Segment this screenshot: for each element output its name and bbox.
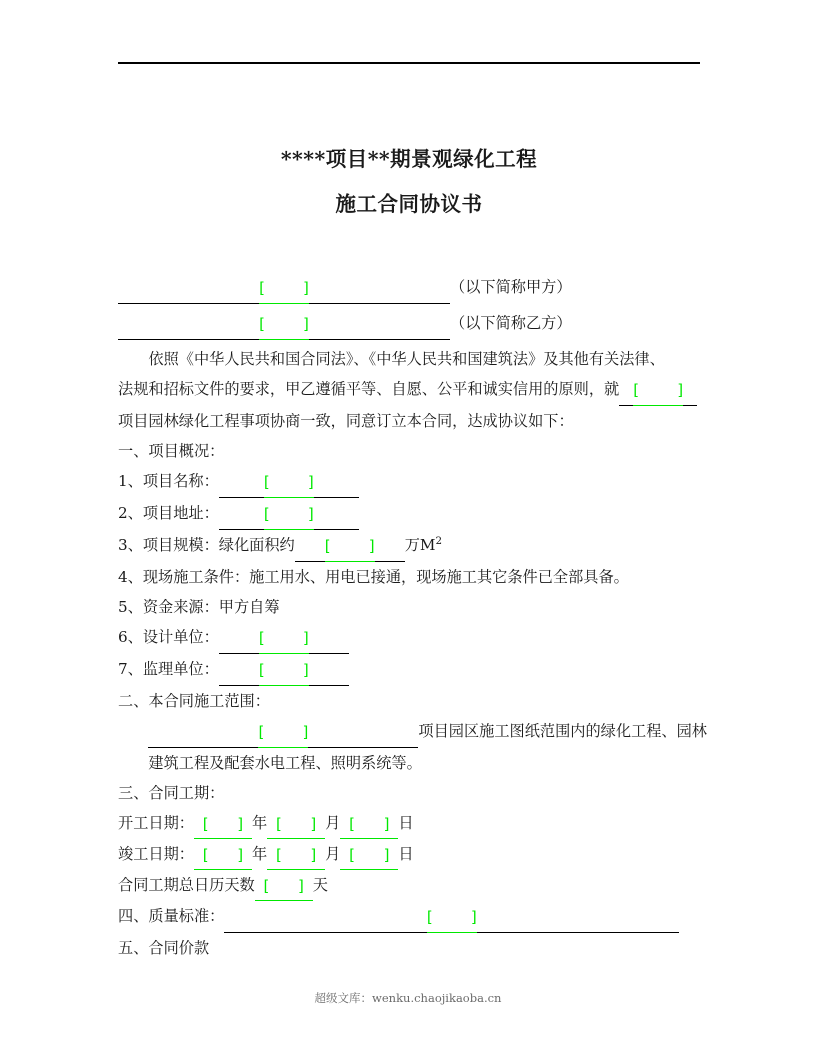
finish-date-year-unit: 年 — [251, 844, 268, 863]
section-1-item-6 — [118, 622, 700, 654]
preamble-project-blank[interactable] — [619, 374, 697, 406]
total-days-blank[interactable] — [255, 870, 313, 901]
preamble-line2-text: 法规和招标文件的要求，甲乙遵循平等、自愿、公平和诚实信用的原则，就 — [118, 379, 620, 398]
project-scale-unit-text: 万M — [404, 535, 436, 554]
finish-date-day-unit: 日 — [398, 844, 414, 863]
section-5-heading: 五、合同价款 — [118, 938, 210, 957]
total-days-label: 合同工期总日历天数 — [118, 875, 255, 894]
section-1-item-1 — [118, 466, 700, 498]
finish-date-month-blank[interactable] — [267, 839, 325, 870]
project-scale-placeholder: [ ] — [325, 531, 375, 562]
design-unit-placeholder: [ ] — [259, 623, 309, 654]
project-scale-blank[interactable] — [295, 530, 405, 562]
supervision-unit-placeholder: [ ] — [259, 655, 309, 686]
project-scale-unit-sup: 2 — [435, 534, 443, 547]
project-address-blank[interactable] — [219, 498, 359, 530]
party-b-blank[interactable] — [118, 308, 450, 340]
start-date-day-unit: 日 — [398, 813, 414, 832]
start-date-year-placeholder: [ ] — [202, 814, 244, 833]
project-scale-label: 3、项目规模：绿化面积约 — [118, 535, 295, 554]
quality-standard-blank[interactable] — [224, 901, 679, 933]
party-a-line — [118, 272, 700, 304]
project-name-label: 1、项目名称： — [118, 471, 219, 490]
section-4-heading: 四、质量标准： — [118, 906, 225, 925]
start-date-year-blank[interactable] — [194, 808, 252, 839]
section-2-body-line2: 建筑工程及配套水电工程、照明系统等。 — [148, 753, 422, 772]
section-1-heading: 一、项目概况： — [118, 441, 225, 460]
preamble-project-placeholder: [ ] — [633, 375, 683, 406]
start-date-month-unit: 月 — [325, 813, 341, 832]
project-scale-unit — [405, 536, 442, 554]
supervision-unit-label: 7、监理单位： — [118, 659, 219, 678]
section-1-item-5: 5、资金来源：甲方自筹 — [118, 597, 280, 616]
footer-watermark: 超级文库：wenku.chaojikaoba.cn — [314, 991, 502, 1005]
start-date-day-blank[interactable] — [340, 808, 398, 839]
header-rule — [118, 62, 700, 64]
preamble-line3: 项目园林绿化工程事项协商一致，同意订立本合同，达成协议如下： — [118, 411, 574, 430]
party-a-note: （以下简称甲方） — [450, 277, 572, 296]
party-b-line — [118, 308, 700, 340]
start-date-year-unit: 年 — [251, 813, 268, 832]
start-date-label: 开工日期： — [118, 813, 194, 832]
scope-project-blank[interactable] — [148, 716, 418, 748]
finish-date-day-placeholder: [ ] — [349, 845, 390, 864]
preamble-line1: 依照《中华人民共和国合同法》、《中华人民共和国建筑法》及其他有关法律、 — [148, 349, 665, 368]
party-a-placeholder: [ ] — [259, 273, 309, 304]
finish-date-month-placeholder: [ ] — [275, 845, 317, 864]
section-3-heading: 三、合同工期： — [118, 783, 225, 802]
document-title-line1: ****项目**期景观绿化工程 — [280, 147, 538, 171]
finish-date-day-blank[interactable] — [340, 839, 398, 870]
project-name-placeholder: [ ] — [264, 467, 314, 498]
total-days-unit: 天 — [312, 875, 328, 894]
section-2-body-line1 — [118, 716, 707, 748]
quality-standard-placeholder: [ ] — [427, 902, 477, 933]
finish-date-year-placeholder: [ ] — [202, 845, 244, 864]
start-date-month-placeholder: [ ] — [275, 814, 317, 833]
preamble-line2 — [118, 374, 700, 406]
scope-project-placeholder: [ ] — [258, 717, 308, 748]
scope-body-text: 项目园区施工图纸范围内的绿化工程、园林 — [418, 721, 707, 740]
section-2-heading: 二、本合同施工范围： — [118, 691, 270, 710]
finish-date-line — [118, 839, 700, 870]
start-date-line — [118, 808, 700, 839]
total-days-placeholder: [ ] — [263, 876, 304, 895]
design-unit-label: 6、设计单位： — [118, 627, 219, 646]
project-name-blank[interactable] — [219, 466, 359, 498]
section-1-item-7 — [118, 654, 700, 686]
document-title-line2: 施工合同协议书 — [335, 191, 483, 216]
start-date-day-placeholder: [ ] — [349, 814, 390, 833]
section-1-item-3 — [118, 530, 700, 562]
section-4-line — [118, 901, 700, 933]
design-unit-blank[interactable] — [219, 622, 349, 654]
supervision-unit-blank[interactable] — [219, 654, 349, 686]
project-address-label: 2、项目地址： — [118, 503, 219, 522]
party-b-placeholder: [ ] — [259, 309, 309, 340]
section-1-item-4: 4、现场施工条件：施工用水、用电已接通，现场施工其它条件已全部具备。 — [118, 567, 629, 586]
total-days-line — [118, 870, 700, 901]
start-date-month-blank[interactable] — [267, 808, 325, 839]
party-a-blank[interactable] — [118, 272, 450, 304]
party-b-note: （以下简称乙方） — [450, 313, 572, 332]
section-1-item-2 — [118, 498, 700, 530]
finish-date-month-unit: 月 — [325, 844, 341, 863]
finish-date-year-blank[interactable] — [194, 839, 252, 870]
project-address-placeholder: [ ] — [264, 499, 314, 530]
finish-date-label: 竣工日期： — [118, 844, 194, 863]
document-body — [118, 128, 707, 963]
